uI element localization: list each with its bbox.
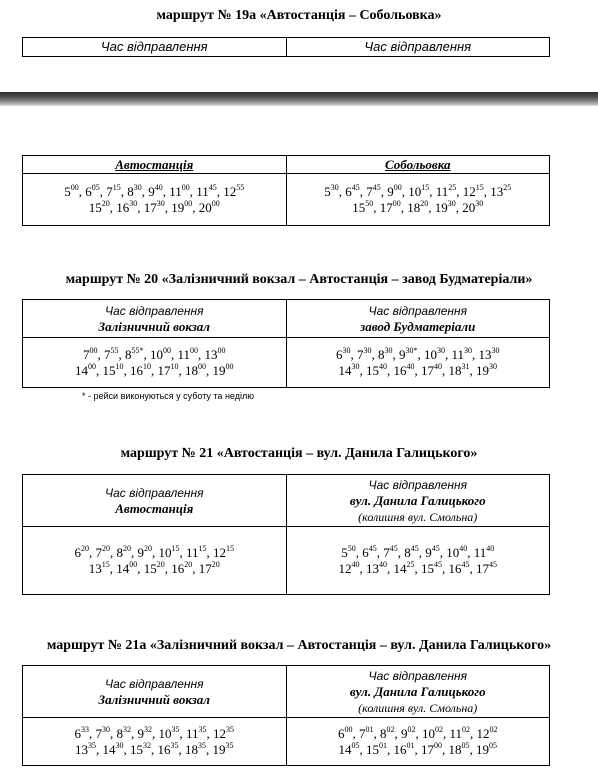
departure-time: $18^{31}$ xyxy=(448,361,470,378)
departure-time: $7^{30}$ xyxy=(95,724,110,741)
departure-time: $9^{45}$ xyxy=(425,543,440,560)
departure-times xyxy=(23,527,287,595)
departure-time: $11^{45}$ xyxy=(196,182,217,199)
departure-time: $6^{05}$ xyxy=(85,182,100,199)
stop-name: Залізничний вокзал xyxy=(98,318,210,334)
departure-time: $14^{30}$ xyxy=(102,740,124,757)
times-line: $13^{15}$, $14^{00}$, $15^{20}$, $16^{20}$, $17^{20}$ xyxy=(88,559,220,576)
times-line: $14^{05}$, $15^{01}$, $16^{01}$, $17^{00}$, $18^{05}$, $19^{05}$ xyxy=(338,740,497,757)
departure-time: $19^{35}$ xyxy=(212,740,234,757)
stop-name: вул. Данила Галицького xyxy=(349,492,486,508)
times-line: $5^{30}$, $6^{45}$, $7^{45}$, $9^{00}$, $10^{15}$, $11^{25}$, $12^{15}$, $13^{25}$ xyxy=(324,182,512,199)
departure-time-label: Час відправлення xyxy=(104,485,204,500)
departure-time-label: Час відправлення xyxy=(104,676,204,691)
departure-time: $11^{35}$ xyxy=(185,724,207,741)
departure-time: $14^{05}$ xyxy=(338,740,360,757)
departure-time: $11^{15}$ xyxy=(185,543,207,560)
departure-time: $7^{01}$ xyxy=(358,724,374,741)
departure-time-header: Час відправлення xyxy=(23,38,287,57)
departure-time: $18^{00}$ xyxy=(185,361,206,378)
departure-time: $8^{55*}$ xyxy=(124,345,144,362)
departure-time: $6^{30}$ xyxy=(335,345,351,362)
departure-time: $7^{20}$ xyxy=(95,543,110,560)
times-line: $6^{30}$, $7^{30}$, $8^{30}$, $9^{30*}$, $10^{30}$, $11^{30}$, $13^{30}$ xyxy=(335,345,500,362)
departure-times xyxy=(286,174,550,226)
route-19a-title: маршрут № 19а «Автостанція – Собольовка» xyxy=(156,8,442,23)
departure-time: $10^{15}$ xyxy=(408,182,430,199)
stop-header xyxy=(286,666,550,718)
departure-time: $15^{40}$ xyxy=(366,361,387,378)
departure-time: $17^{20}$ xyxy=(198,559,220,576)
stop-name: завод Будматеріали xyxy=(360,318,476,334)
departure-time: $10^{35}$ xyxy=(158,724,180,741)
stop-header: Собольовка xyxy=(286,156,550,174)
departure-time: $8^{02}$ xyxy=(379,724,395,741)
departure-time: $14^{00}$ xyxy=(116,559,138,576)
stop-header xyxy=(23,475,287,527)
stop-header: Автостанція xyxy=(23,156,287,174)
departure-time: $19^{30}$ xyxy=(434,198,456,215)
departure-time: $9^{02}$ xyxy=(400,724,416,741)
departure-time: $16^{30}$ xyxy=(116,198,138,215)
route-21a-title: маршрут № 21а «Залізничний вокзал – Автостанція – вул. Данила Галицького» xyxy=(46,638,552,653)
departure-time: $15^{20}$ xyxy=(143,559,165,576)
departure-time: $6^{00}$ xyxy=(337,724,353,741)
departure-time: $7^{30}$ xyxy=(356,345,372,362)
departure-time: $12^{35}$ xyxy=(213,724,235,741)
departure-times xyxy=(23,174,287,226)
departure-time: $8^{30}$ xyxy=(377,345,393,362)
departure-times xyxy=(23,338,287,388)
departure-time: $13^{30}$ xyxy=(478,345,500,362)
route-21-title: маршрут № 21 «Автостанція – вул. Данила Галицького» xyxy=(120,446,478,461)
departure-time: $7^{15}$ xyxy=(106,182,121,199)
departure-time-label: Час відправлення xyxy=(368,477,468,492)
departure-time: $8^{30}$ xyxy=(127,182,142,199)
departure-time: $9^{32}$ xyxy=(137,724,152,741)
departure-time: $12^{40}$ xyxy=(338,559,360,576)
departure-time: $18^{20}$ xyxy=(407,198,429,215)
departure-time: $7^{00}$ xyxy=(82,345,98,362)
stop-header xyxy=(286,300,550,338)
route-19a-header-table xyxy=(22,37,550,57)
times-line: $12^{40}$, $13^{40}$, $14^{25}$, $15^{45}$, $16^{45}$, $17^{45}$ xyxy=(338,559,497,576)
departure-time: $9^{40}$ xyxy=(148,182,163,199)
departure-times xyxy=(286,718,550,766)
route-19a-schedule-table xyxy=(22,155,550,226)
departure-times xyxy=(286,527,550,595)
departure-time: $16^{35}$ xyxy=(157,740,179,757)
stop-header xyxy=(286,475,550,527)
stop-header xyxy=(23,300,287,338)
stop-former-name: (колишня вул. Смольна) xyxy=(358,700,478,715)
departure-time-label: Час відправлення xyxy=(368,668,468,683)
times-line: $13^{35}$, $14^{30}$, $15^{32}$, $16^{35}$, $18^{35}$, $19^{35}$ xyxy=(75,740,234,757)
departure-time: $11^{30}$ xyxy=(451,345,473,362)
departure-time: $20^{00}$ xyxy=(198,198,220,215)
weekend-footnote: * - рейси виконуються у суботу та неділю xyxy=(82,391,254,401)
departure-time: $16^{20}$ xyxy=(171,559,193,576)
departure-time: $7^{55}$ xyxy=(103,345,119,362)
departure-time-label: Час відправлення xyxy=(368,303,468,318)
departure-time: $10^{15}$ xyxy=(158,543,180,560)
stop-name: Залізничний вокзал xyxy=(98,691,210,707)
departure-time: $5^{50}$ xyxy=(341,543,356,560)
departure-time: $15^{20}$ xyxy=(88,198,110,215)
departure-time: $12^{15}$ xyxy=(213,543,235,560)
departure-time: $13^{40}$ xyxy=(366,559,387,576)
departure-time: $7^{45}$ xyxy=(383,543,398,560)
departure-time: $17^{00}$ xyxy=(421,740,442,757)
departure-time: $18^{35}$ xyxy=(185,740,206,757)
times-line: $14^{00}$, $15^{10}$, $16^{10}$, $17^{10}$, $18^{00}$, $19^{00}$ xyxy=(75,361,234,378)
departure-time: $15^{10}$ xyxy=(102,361,124,378)
departure-time: $11^{00}$ xyxy=(169,182,190,199)
departure-time: $13^{00}$ xyxy=(204,345,226,362)
departure-time: $6^{20}$ xyxy=(74,543,89,560)
times-line: $15^{20}$, $16^{30}$, $17^{30}$, $19^{00}$, $20^{00}$ xyxy=(88,198,220,215)
departure-time: $6^{33}$ xyxy=(74,724,89,741)
departure-time: $5^{00}$ xyxy=(64,182,79,199)
departure-time: $17^{00}$ xyxy=(379,198,401,215)
departure-time: $17^{45}$ xyxy=(476,559,497,576)
departure-time: $6^{45}$ xyxy=(345,182,360,199)
departure-time: $17^{10}$ xyxy=(157,361,179,378)
departure-time: $20^{30}$ xyxy=(462,198,484,215)
times-line: $5^{00}$, $6^{05}$, $7^{15}$, $8^{30}$, $9^{40}$, $11^{00}$, $11^{45}$, $12^{55}$ xyxy=(64,182,245,199)
stop-name: вул. Данила Галицького xyxy=(349,683,486,699)
departure-time: $5^{30}$ xyxy=(324,182,339,199)
departure-time: $15^{32}$ xyxy=(130,740,151,757)
departure-time-header: Час відправлення xyxy=(286,38,550,57)
departure-time: $9^{30*}$ xyxy=(398,345,418,362)
departure-time: $8^{32}$ xyxy=(116,724,131,741)
departure-time: $12^{55}$ xyxy=(223,182,245,199)
departure-time: $16^{45}$ xyxy=(448,559,470,576)
times-line: $6^{33}$, $7^{30}$, $8^{32}$, $9^{32}$, $10^{35}$, $11^{35}$, $12^{35}$ xyxy=(74,724,235,741)
departure-time: $16^{40}$ xyxy=(393,361,415,378)
departure-time: $14^{30}$ xyxy=(338,361,360,378)
departure-time: $10^{30}$ xyxy=(423,345,445,362)
departure-time-label: Час відправлення xyxy=(104,303,204,318)
departure-times xyxy=(286,338,550,388)
stop-name: Автостанція xyxy=(115,500,194,516)
departure-time: $17^{40}$ xyxy=(421,361,442,378)
departure-time: $16^{10}$ xyxy=(130,361,151,378)
route-21a-schedule-table xyxy=(22,665,550,766)
departure-time: $13^{35}$ xyxy=(75,740,96,757)
departure-time: $19^{00}$ xyxy=(171,198,193,215)
departure-time: $12^{02}$ xyxy=(476,724,498,741)
departure-time: $10^{00}$ xyxy=(149,345,171,362)
page-divider-band xyxy=(0,92,598,106)
departure-time: $16^{01}$ xyxy=(393,740,415,757)
stop-header xyxy=(23,666,287,718)
departure-time: $15^{01}$ xyxy=(366,740,387,757)
times-line: $5^{50}$, $6^{45}$, $7^{45}$, $8^{45}$, $9^{45}$, $10^{40}$, $11^{40}$ xyxy=(341,543,495,560)
departure-time: $19^{05}$ xyxy=(476,740,497,757)
departure-time: $11^{02}$ xyxy=(449,724,471,741)
departure-time: $13^{25}$ xyxy=(490,182,512,199)
departure-time: $15^{50}$ xyxy=(352,198,374,215)
departure-times xyxy=(23,718,287,766)
departure-time: $7^{45}$ xyxy=(366,182,381,199)
departure-time: $14^{25}$ xyxy=(393,559,415,576)
departure-time: $14^{00}$ xyxy=(75,361,96,378)
departure-time: $10^{02}$ xyxy=(421,724,443,741)
departure-time: $8^{20}$ xyxy=(116,543,131,560)
departure-time: $11^{25}$ xyxy=(435,182,457,199)
departure-time: $19^{00}$ xyxy=(212,361,234,378)
departure-time: $9^{00}$ xyxy=(387,182,402,199)
departure-time: $17^{30}$ xyxy=(143,198,165,215)
departure-time: $11^{40}$ xyxy=(473,543,495,560)
departure-time: $8^{45}$ xyxy=(404,543,419,560)
departure-time: $13^{15}$ xyxy=(88,559,110,576)
times-line: $15^{50}$, $17^{00}$, $18^{20}$, $19^{30}$, $20^{30}$ xyxy=(352,198,484,215)
departure-time: $11^{00}$ xyxy=(177,345,199,362)
route-21-schedule-table xyxy=(22,474,550,595)
departure-time: $9^{20}$ xyxy=(137,543,152,560)
times-line: $6^{20}$, $7^{20}$, $8^{20}$, $9^{20}$, $10^{15}$, $11^{15}$, $12^{15}$ xyxy=(74,543,235,560)
times-line: $6^{00}$, $7^{01}$, $8^{02}$, $9^{02}$, $10^{02}$, $11^{02}$, $12^{02}$ xyxy=(337,724,498,741)
route-20-schedule-table xyxy=(22,299,550,388)
departure-time: $10^{40}$ xyxy=(446,543,468,560)
departure-time: $6^{45}$ xyxy=(362,543,377,560)
times-line: $14^{30}$, $15^{40}$, $16^{40}$, $17^{40}$, $18^{31}$, $19^{30}$ xyxy=(338,361,497,378)
departure-time: $19^{30}$ xyxy=(476,361,497,378)
departure-time: $15^{45}$ xyxy=(421,559,442,576)
departure-time: $12^{15}$ xyxy=(462,182,484,199)
route-20-title: маршрут № 20 «Залізничний вокзал – Автостанція – завод Будматеріали» xyxy=(65,272,533,287)
departure-time: $18^{05}$ xyxy=(448,740,470,757)
stop-former-name: (колишня вул. Смольна) xyxy=(358,509,478,524)
times-line: $7^{00}$, $7^{55}$, $8^{55*}$, $10^{00}$, $11^{00}$, $13^{00}$ xyxy=(82,345,226,362)
